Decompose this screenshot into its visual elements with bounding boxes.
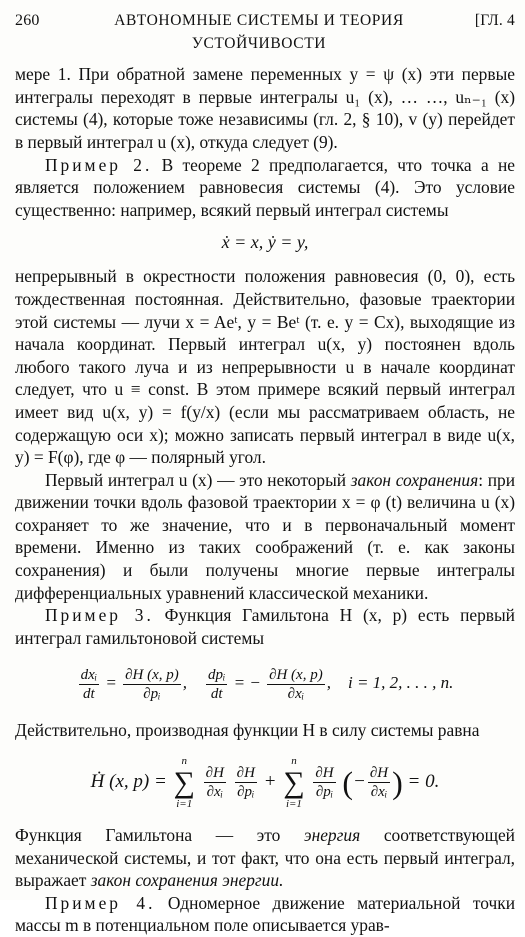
paragraph-text: соответствующей механической системы, и тот факт, что она есть первый интеграл, выражает — [15, 825, 515, 891]
equation-rhs: = 0. — [407, 771, 440, 793]
chapter-label: [ГЛ. 4 — [474, 12, 515, 29]
paragraph-4 — [15, 469, 515, 605]
paragraph-text: Первый интеграл u (x) — это некоторый — [45, 469, 351, 490]
running-title: АВТОНОМНЫЕ СИСТЕМЫ И ТЕОРИЯ УСТОЙЧИВОСТИ — [114, 12, 404, 52]
paragraph-text: Одномерное движение материальной точки массы m в потенциальном поле описывается урав- — [15, 892, 515, 936]
italic-term: закон сохранения — [350, 469, 479, 490]
equation-system: ẋ = x, ẏ = y, — [221, 232, 309, 253]
fraction: $\frac{\partial H}{\text{∂xᵢ}}$ — [205, 765, 224, 801]
paragraph-example-4 — [15, 892, 515, 937]
italic-term: энергия — [303, 825, 361, 846]
sum-symbol: n ∑ i=1 — [173, 754, 195, 810]
equation-lhs: Ḣ (x, p) = — [90, 771, 167, 793]
fraction: $\frac{\partial H}{\text{∂pᵢ}}$ — [236, 765, 255, 801]
fraction: $\frac{\partial H (x, p)}{\text{∂pᵢ}}$ — [125, 667, 179, 703]
fraction: $\frac{\text{dxᵢ}}{dt}$ — [80, 667, 98, 703]
example-label: Пример 2. — [45, 154, 153, 175]
paragraph-text: В теореме 2 предполагается, что точка a не является положением равновесия системы (4). Это условие существенно: например, всякий первый интеграл системы — [15, 154, 515, 220]
fraction: $\frac{\text{dpᵢ}}{dt}$ — [207, 667, 226, 703]
paragraph-7 — [15, 824, 515, 892]
running-header — [15, 10, 515, 55]
fraction: $\frac{\partial H}{\text{∂pᵢ}}$ — [315, 765, 334, 801]
index-range: i = 1, 2, . . . , n. — [347, 673, 454, 693]
paragraph-text: : при движении точки вдоль фазовой траектории x = φ (t) величина u (x) сохраняет то же значение, что и в первоначальный момент времени. Именно из таких соображений (т. е. как законы сохранения) и были получены многие первые интегралы дифференциальных уравнений классической механики. — [15, 469, 515, 603]
paragraph-6: Действительно, производная функции H в силу системы равна — [15, 720, 480, 741]
fraction: $\frac{\partial H}{\text{∂xᵢ}}$ — [369, 765, 389, 801]
paragraph-text: Функция Гамильтона — это — [15, 825, 304, 846]
paragraph-example-3 — [15, 604, 515, 649]
paragraph-example-2 — [15, 154, 515, 222]
page-number: 260 — [15, 12, 40, 29]
sum-symbol: n ∑ i=1 — [283, 754, 305, 810]
paragraph-text: Функция Гамильтона H (x, p) есть первый интеграл гамильтоновой системы — [15, 605, 515, 648]
example-label: Пример 4. — [45, 892, 156, 913]
fraction: $\frac{\partial H (x, p)}{\text{∂xᵢ}}$ — [269, 667, 323, 703]
equation-hamilton-system: $\frac{\text{dxᵢ}}{dt}$ = $\frac{\partial H (x, p)}{\text{∂pᵢ}}$ , $\frac{\text{dpᵢ}}{dt}$ = − $\frac{\partial H (x, p)}{\text{∂xᵢ}}$ , i = 1, 2, . . . , n. — [80, 667, 454, 703]
equation-energy-derivative: Ḣ (x, p) = n ∑ i=1 $\frac{\partial H}{\text{∂xᵢ}}$ $\frac{\partial H}{\text{∂pᵢ}}$ + n ∑ i=1 $\frac{\partial H}{\text{∂pᵢ}}$ (− $\frac{\partial H}{\text{∂xᵢ}}$ ) = 0. — [90, 754, 440, 810]
example-label: Пример 3. — [45, 605, 154, 626]
paragraph-3: непрерывный в окрестности положения равновесия (0, 0), есть тождественная постоянная. Действительно, фазовые траектории этой системы — лучи x = Aeᵗ, y = Beᵗ (т. е. y = Cx), выходящие из начала координат. Первый интеграл u(x, y) постоянен вдоль любого такого луча и из непрерывности u в начале координат следует, что u ≡ const. В этом примере всякий первый интеграл имеет вид u(x, y) = f(y/x) (если мы рассматриваем область, не содержащую оси x); можно записать первый интеграл в виде u(x, y) = F(φ), где φ — полярный угол. — [15, 266, 515, 468]
paragraph-1: мере 1. При обратной замене переменных y = ψ (x) эти первые интегралы переходят в первые интегралы u₁ (x), … …, uₙ₋₁ (x) системы (4), которые тоже независимы (гл. 2, § 10), v (y) перейдет в первый интеграл u (x), откуда следует (9). — [15, 64, 515, 152]
italic-term: закон сохранения энергии. — [90, 870, 284, 891]
